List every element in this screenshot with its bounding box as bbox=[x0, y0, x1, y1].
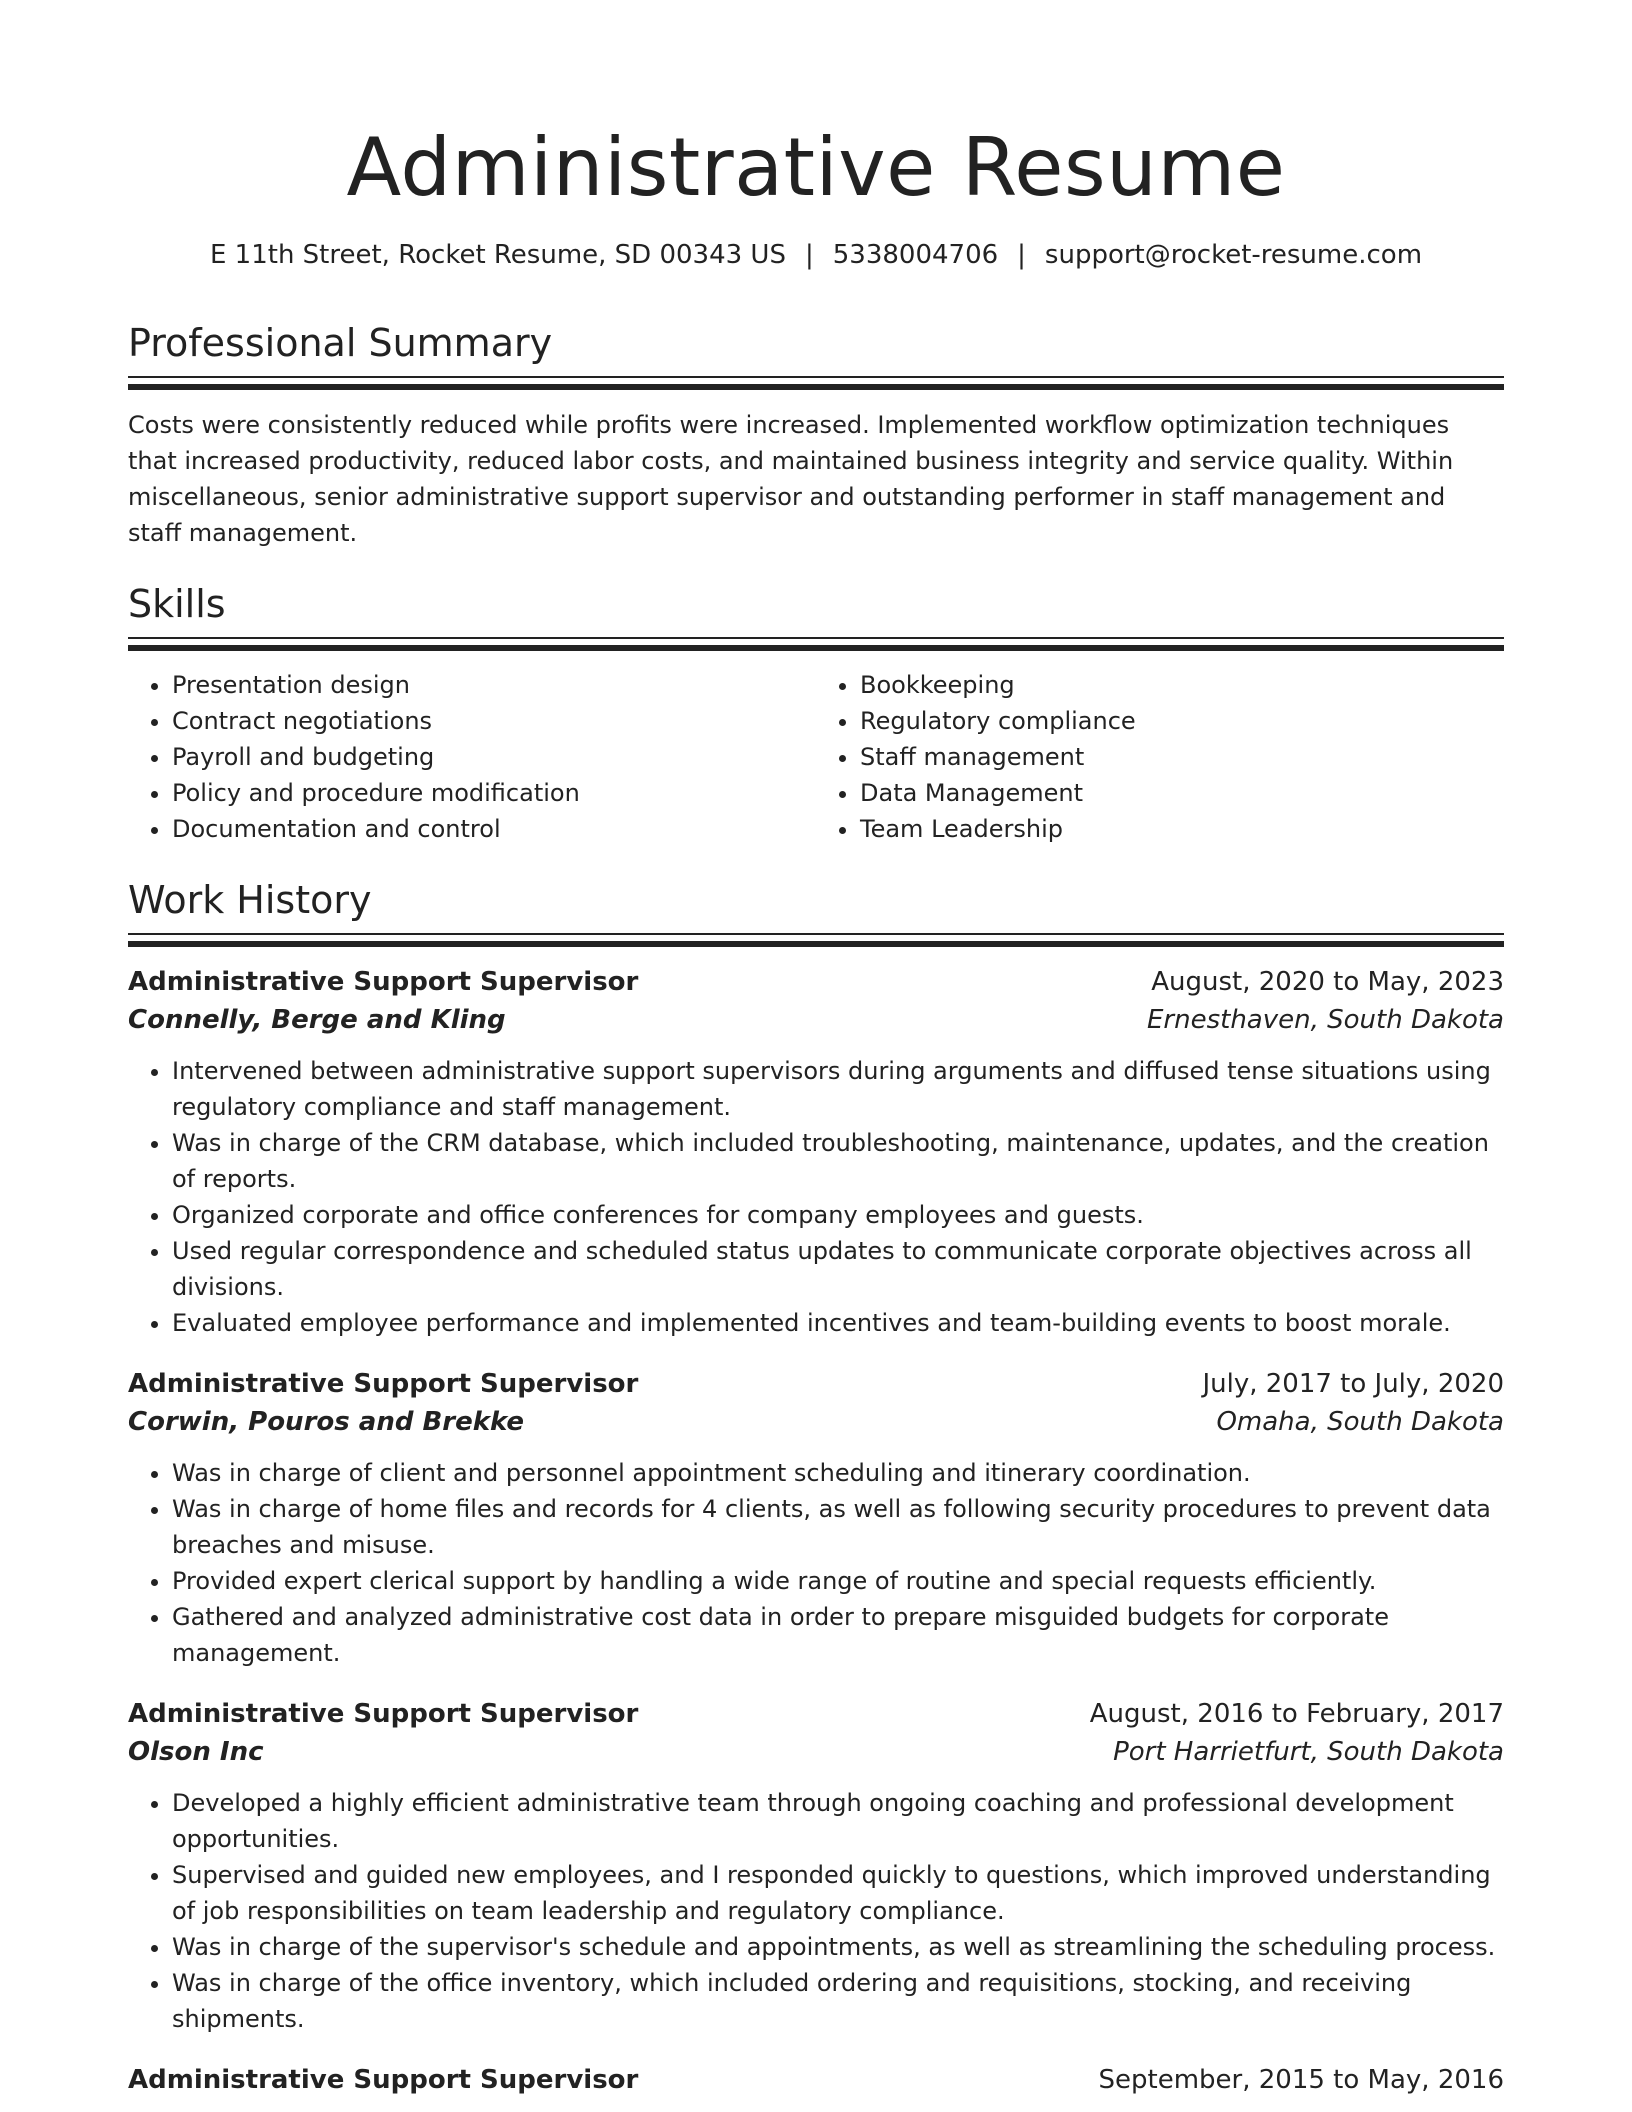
work-heading: Work History bbox=[128, 878, 372, 922]
job-bullet: • Evaluated employee performance and implemented incentives and team-building events to boost morale. bbox=[172, 1305, 1504, 1341]
job-bullets bbox=[128, 1053, 1504, 1341]
skill-item: • Payroll and budgeting bbox=[172, 739, 816, 775]
job-entry bbox=[128, 1365, 1504, 1671]
heading-rule-thick bbox=[128, 645, 1504, 651]
job-company: Corwin, Pouros and Brekke bbox=[128, 1407, 525, 1437]
job-header-row bbox=[128, 1365, 1504, 1403]
job-header-row bbox=[128, 1695, 1504, 1733]
job-entry bbox=[128, 1695, 1504, 2037]
skill-item: • Team Leadership bbox=[860, 811, 1504, 847]
job-company-row bbox=[128, 1001, 1504, 1039]
skill-item: • Data Management bbox=[860, 775, 1504, 811]
job-title: Administrative Support Supervisor bbox=[128, 1699, 639, 1729]
heading-rule-thin bbox=[128, 376, 1504, 378]
job-bullet: • Supervised and guided new employees, and I responded quickly to questions, which improved understanding of job responsibilities on team leadership and regulatory compliance. bbox=[172, 1857, 1504, 1929]
skills-section bbox=[128, 581, 1504, 847]
skill-item: • Policy and procedure modification bbox=[172, 775, 816, 811]
skills-list-left bbox=[128, 667, 816, 847]
work-section bbox=[128, 877, 1504, 2099]
job-title: Administrative Support Supervisor bbox=[128, 967, 639, 997]
job-location: Ernesthaven, South Dakota bbox=[1146, 1005, 1504, 1035]
contact-separator: | bbox=[1017, 240, 1026, 270]
job-bullet: • Used regular correspondence and scheduled status updates to communicate corporate objectives across all divisions. bbox=[172, 1233, 1504, 1305]
contact-separator: | bbox=[804, 240, 814, 270]
job-title: Administrative Support Supervisor bbox=[128, 1369, 639, 1399]
job-header-row bbox=[128, 2061, 1504, 2099]
skills-columns bbox=[128, 667, 1504, 847]
job-dates: July, 2017 to July, 2020 bbox=[1202, 1369, 1504, 1399]
job-bullet: • Intervened between administrative support supervisors during arguments and diffused tense situations using regulatory compliance and staff management. bbox=[172, 1053, 1504, 1125]
summary-section bbox=[128, 320, 1504, 551]
contact-address: E 11th Street, Rocket Resume, SD 00343 US bbox=[209, 240, 786, 270]
contact-email: support@rocket-resume.com bbox=[1044, 240, 1423, 270]
job-location: Omaha, South Dakota bbox=[1216, 1407, 1504, 1437]
contact-line bbox=[128, 238, 1504, 272]
skill-item: • Bookkeeping bbox=[860, 667, 1504, 703]
heading-rule-thin bbox=[128, 933, 1504, 935]
job-dates: August, 2020 to May, 2023 bbox=[1151, 967, 1504, 997]
job-company-row bbox=[128, 1733, 1504, 1771]
job-bullets bbox=[128, 1785, 1504, 2037]
job-bullet: • Was in charge of the supervisor's schedule and appointments, as well as streamlining the scheduling process. bbox=[172, 1929, 1504, 1965]
job-bullet: • Was in charge of the CRM database, which included troubleshooting, maintenance, updates, and the creation of reports. bbox=[172, 1125, 1504, 1197]
job-bullet: • Was in charge of client and personnel appointment scheduling and itinerary coordination. bbox=[172, 1455, 1504, 1491]
heading-rule-thin bbox=[128, 637, 1504, 639]
job-company-row bbox=[128, 1403, 1504, 1441]
skills-list-right bbox=[816, 667, 1504, 847]
job-location: Port Harrietfurt, South Dakota bbox=[1113, 1737, 1504, 1767]
job-bullet: • Provided expert clerical support by handling a wide range of routine and special requests efficiently. bbox=[172, 1563, 1504, 1599]
summary-text: Costs were consistently reduced while profits were increased. Implemented workflow optimization techniques that increased productivity, reduced labor costs, and maintained business integrity and service quality. Within miscellaneous, senior administrative support supervisor and outstanding performer in staff management and staff management. bbox=[128, 411, 1454, 547]
skill-item: • Presentation design bbox=[172, 667, 816, 703]
job-bullet: • Was in charge of the office inventory, which included ordering and requisitions, stocking, and receiving shipments. bbox=[172, 1965, 1504, 2037]
job-company: Olson Inc bbox=[128, 1737, 264, 1767]
heading-rule-thick bbox=[128, 384, 1504, 390]
job-entry bbox=[128, 2061, 1504, 2099]
skill-item: • Documentation and control bbox=[172, 811, 816, 847]
heading-rule-thick bbox=[128, 941, 1504, 947]
job-dates: August, 2016 to February, 2017 bbox=[1089, 1699, 1504, 1729]
skill-item: • Regulatory compliance bbox=[860, 703, 1504, 739]
summary-heading: Professional Summary bbox=[128, 321, 553, 365]
job-title: Administrative Support Supervisor bbox=[128, 2065, 639, 2095]
job-dates: September, 2015 to May, 2016 bbox=[1098, 2065, 1504, 2095]
job-bullet: • Developed a highly efficient administrative team through ongoing coaching and professional development opportunities. bbox=[172, 1785, 1504, 1857]
job-bullets bbox=[128, 1455, 1504, 1671]
job-entry bbox=[128, 963, 1504, 1341]
job-bullet: • Was in charge of home files and records for 4 clients, as well as following security procedures to prevent data breaches and misuse. bbox=[172, 1491, 1504, 1563]
job-bullet: • Organized corporate and office conferences for company employees and guests. bbox=[172, 1197, 1504, 1233]
contact-phone: 5338004706 bbox=[832, 240, 999, 270]
skills-heading: Skills bbox=[128, 582, 226, 626]
job-bullet: • Gathered and analyzed administrative cost data in order to prepare misguided budgets for corporate management. bbox=[172, 1599, 1504, 1671]
resume-title: Administrative Resume bbox=[346, 121, 1286, 214]
job-company: Connelly, Berge and Kling bbox=[128, 1005, 506, 1035]
skill-item: • Contract negotiations bbox=[172, 703, 816, 739]
skill-item: • Staff management bbox=[860, 739, 1504, 775]
job-header-row bbox=[128, 963, 1504, 1001]
